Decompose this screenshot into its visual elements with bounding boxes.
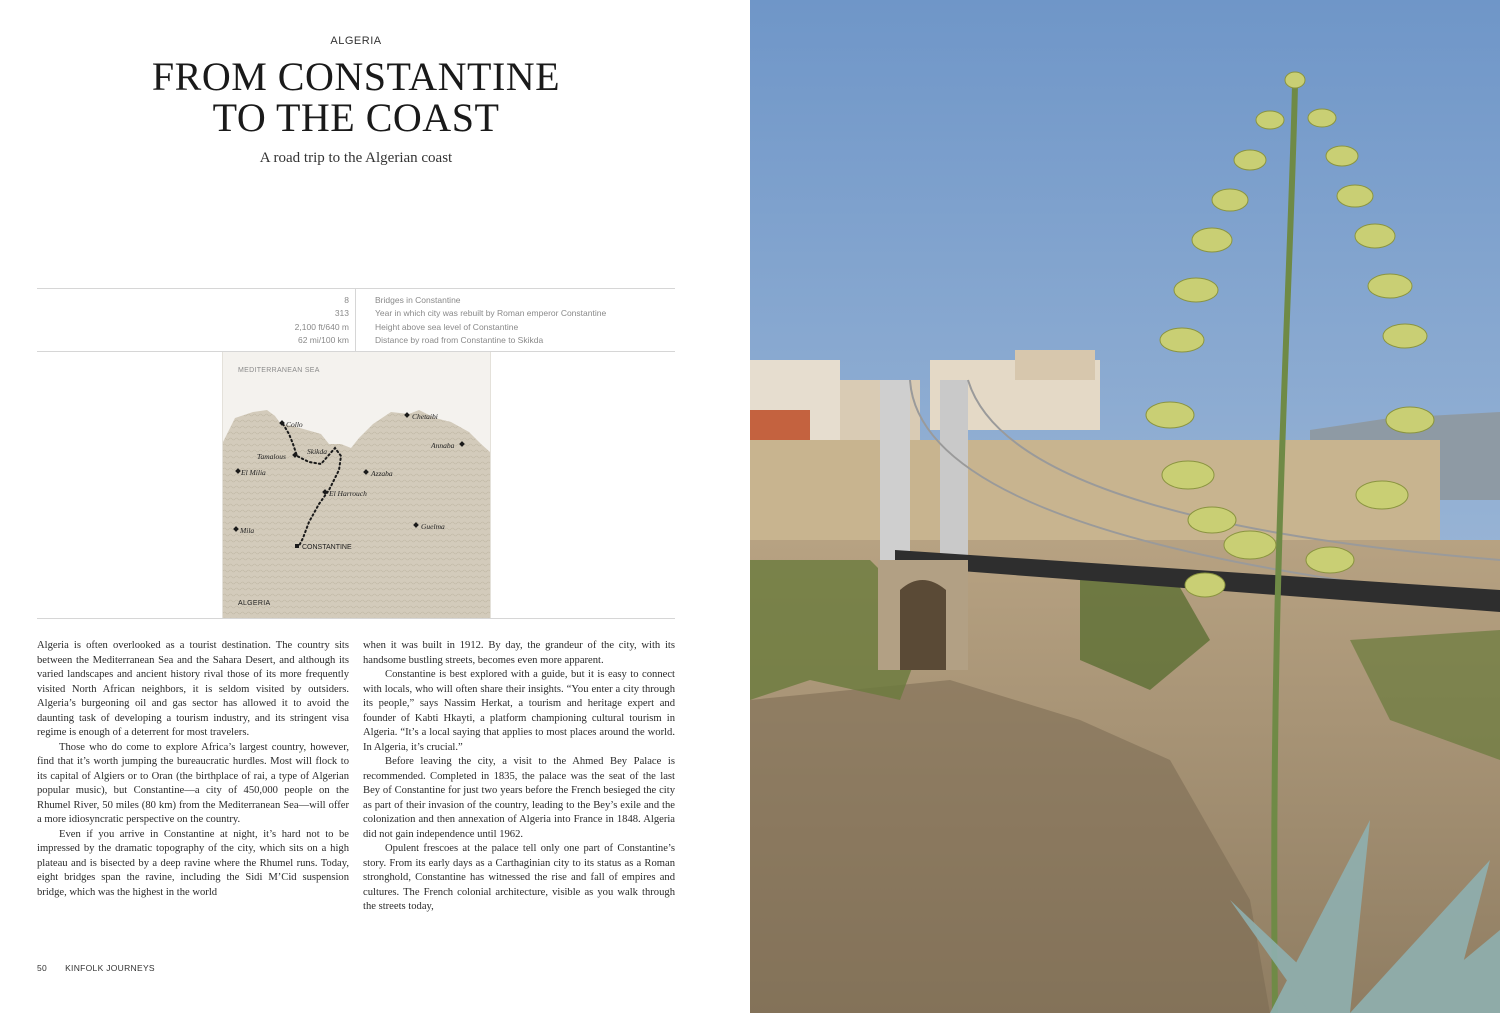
map-bottom-rule xyxy=(37,618,675,619)
map-svg xyxy=(223,352,490,618)
title-line-1: FROM CONSTANTINE xyxy=(151,54,561,99)
fact-row xyxy=(37,307,675,320)
paragraph: when it was built in 1912. By day, the grandeur of the city, with its handsome bustling streets, becomes even more apparent. xyxy=(363,640,675,666)
fact-value: 62 mi/100 km xyxy=(297,334,349,345)
place-label-azzaba: Azzaba xyxy=(371,469,393,478)
place-label-skikda: Skikda xyxy=(307,447,327,456)
fact-label: Bridges in Constantine xyxy=(375,295,461,305)
fact-row xyxy=(37,294,675,307)
fact-row xyxy=(37,321,675,334)
article-column-2 xyxy=(363,639,675,915)
place-label-el-harrouch: El Harrouch xyxy=(329,489,367,498)
place-label-guelma: Guelma xyxy=(421,522,445,531)
fact-value: 313 xyxy=(334,308,349,319)
paragraph: Constantine is best explored with a guide, but it is easy to connect with locals, who will often share their insights. “You enter a city through its people,” says Nassim Herkat, a tourism and heritage expert and founder of Kabti Hkayti, a platform championing cultural tourism in Algeria. “It’s a local saying that applies to most places around the world. In Algeria, it’s crucial.” xyxy=(363,669,675,753)
route-map xyxy=(222,352,491,618)
fact-value: 2,100 ft/640 m xyxy=(294,321,349,332)
page-footer xyxy=(37,963,173,973)
paragraph: Before leaving the city, a visit to the Ahmed Bey Palace is recommended. Completed in 1835, the palace was the seat of the last Bey of Constantine for just two years before the French besieged the city as part of their invasion of the country, leading to the Bey’s exile and the colonization and then annexation of Algeria into France in 1848. Algeria did not gain independence until 1962. xyxy=(363,756,675,840)
paragraph: Algeria is often overlooked as a tourist destination. The country sits between the Mediterranean Sea and the Sahara Desert, and although its varied landscapes and ancient history rival those of its more frequently visited North African neighbors, it is seldom visited by outsiders. Algeria’s burgeoning oil and gas sector has allowed it to avoid the daunting task of developing a tourism industry, and its stringent visa regime is enough of a deterrent for most travelers. xyxy=(37,640,349,738)
place-label-constantine: CONSTANTINE xyxy=(302,544,352,551)
place-label-annaba: Annaba xyxy=(431,441,455,450)
photo-page xyxy=(750,0,1500,1013)
place-label-el-milia: El Milia xyxy=(241,468,266,477)
facts-table xyxy=(37,294,675,347)
fact-label: Distance by road from Constantine to Skikda xyxy=(375,334,544,345)
place-label-chetaibi: Chetaibi xyxy=(412,412,438,421)
publication-name: KINFOLK JOURNEYS xyxy=(65,963,155,973)
bridge-photo xyxy=(750,0,1500,1013)
page-title xyxy=(0,56,712,138)
article-column-1 xyxy=(37,639,349,900)
paragraph: Opulent frescoes at the palace tell only one part of Constantine’s story. From its early days as a Carthaginian city to its status as a Roman stronghold, Constantine has witnessed the rise and fall of empires and cultures. The French colonial architecture, visible as you walk through the streets today, xyxy=(363,843,675,912)
map-country-label: ALGERIA xyxy=(238,600,271,607)
facts-top-rule xyxy=(37,288,675,289)
place-label-tamalous: Tamalous xyxy=(257,452,286,461)
place-label-mila: Mila xyxy=(240,526,255,535)
section-kicker: ALGERIA xyxy=(330,35,382,47)
page-number: 50 xyxy=(37,963,48,973)
map-sea-label: MEDITERRANEAN SEA xyxy=(238,367,320,374)
page-subtitle: A road trip to the Algerian coast xyxy=(259,150,453,166)
paragraph: Those who do come to explore Africa’s largest country, however, find that it’s worth jumping the bureaucratic hurdles. Most will flock to its capital of Algiers or to Oran (the birthplace of rai, a type of Algerian popular music), but Constantine—a city of 450,000 people on the Rhumel River, 50 miles (80 km) from the Mediterranean Sea—will offer a more idiosyncratic perspective on the country. xyxy=(37,741,349,825)
fact-value: 8 xyxy=(344,295,349,305)
title-line-2: TO THE COAST xyxy=(212,95,500,140)
paragraph: Even if you arrive in Constantine at night, it’s hard not to be impressed by the dramatic topography of the city, which sits on a high plateau and is bisected by a deep ravine where the Rhumel runs. Today, eight bridges span the ravine, including the Sidi M’Cid suspension bridge, which was the highest in the world xyxy=(37,828,349,898)
fact-label: Height above sea level of Constantine xyxy=(375,321,519,332)
fact-label: Year in which city was rebuilt by Roman emperor Constantine xyxy=(375,308,607,319)
fact-row xyxy=(37,334,675,347)
place-label-collo: Collo xyxy=(286,420,303,429)
fortress-wall xyxy=(750,440,1440,550)
